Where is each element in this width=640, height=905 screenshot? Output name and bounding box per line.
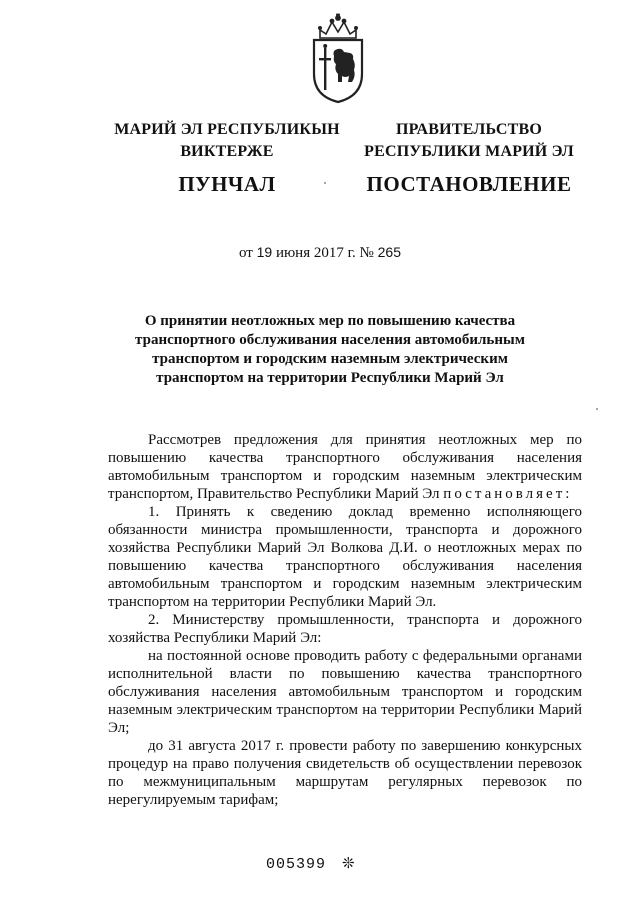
- date-month-year: июня 2017 г. №: [275, 245, 374, 261]
- header-left-line2: ВИКТЕРЖЕ: [180, 143, 274, 160]
- footer-serial: [266, 854, 386, 873]
- date-prefix: от: [239, 245, 253, 261]
- date-line: [0, 242, 640, 263]
- serial-number: 005399: [266, 856, 327, 873]
- document-body: [108, 431, 582, 809]
- document-number: 265: [377, 244, 401, 260]
- header-left-doc-type: ПУНЧАЛ: [178, 172, 276, 196]
- scan-speck: [596, 408, 598, 410]
- header-right-line1: ПРАВИТЕЛЬСТВО: [395, 121, 543, 138]
- header-right-line2: РЕСПУБЛИКИ МАРИЙ ЭЛ: [364, 143, 574, 160]
- coat-of-arms-icon: [298, 12, 378, 104]
- scan-speck: [324, 182, 326, 184]
- preamble-resolves: постановляет:: [443, 486, 573, 502]
- date-day: 19: [256, 244, 273, 260]
- preamble-text: Рассмотрев предложения для принятия неотложных мер по повышению качества транспортного обслуживания населения автомобильным транспортом и городским наземным электрическим транспортом, Правительство Республики Марий Эл: [108, 432, 582, 502]
- paragraph-item-2: 2. Министерству промышленности, транспорта и дорожного хозяйства Республики Марий Эл:: [108, 612, 582, 646]
- paragraph-item-2-sub-2: до 31 августа 2017 г. провести работу по завершению конкурсных процедур на право получения свидетельств об осуществлении перевозок по межмуниципальным маршрутам регулярных перевозок по нерегулируемым тарифам;: [108, 738, 582, 808]
- asterisk-mark-icon: ❊: [342, 854, 356, 872]
- paragraph-preamble: [108, 431, 582, 503]
- header-right-doc-type: ПОСТАНОВЛЕНИЕ: [366, 172, 572, 196]
- document-title: О принятии неотложных мер по повышению качества транспортного обслуживания населения автомобильным транспортом и городским наземным электрическим транспортом на территории Республики Марий Эл: [135, 313, 525, 386]
- paragraph-item-2-sub-1: на постоянной основе проводить работу с федеральными органами исполнительной власти по повышению качества транспортного обслуживания населения автомобильным транспортом и городским наземным электрическим транспортом на территории Республики Марий Эл;: [108, 648, 582, 736]
- header-left-line1: МАРИЙ ЭЛ РЕСПУБЛИКЫН: [114, 121, 340, 138]
- header-right: [364, 119, 574, 197]
- paragraph-item-1: 1. Принять к сведению доклад временно исполняющего обязанности министра промышленности, транспорта и дорожного хозяйства Республики Марий Эл Волкова Д.И. о неотложных мерах по повышению качества транспортного обслуживания населения автомобильным транспортом и городским наземным электрическим транспортом на территории Республики Марий Эл.: [108, 504, 582, 610]
- header-left: [104, 119, 350, 197]
